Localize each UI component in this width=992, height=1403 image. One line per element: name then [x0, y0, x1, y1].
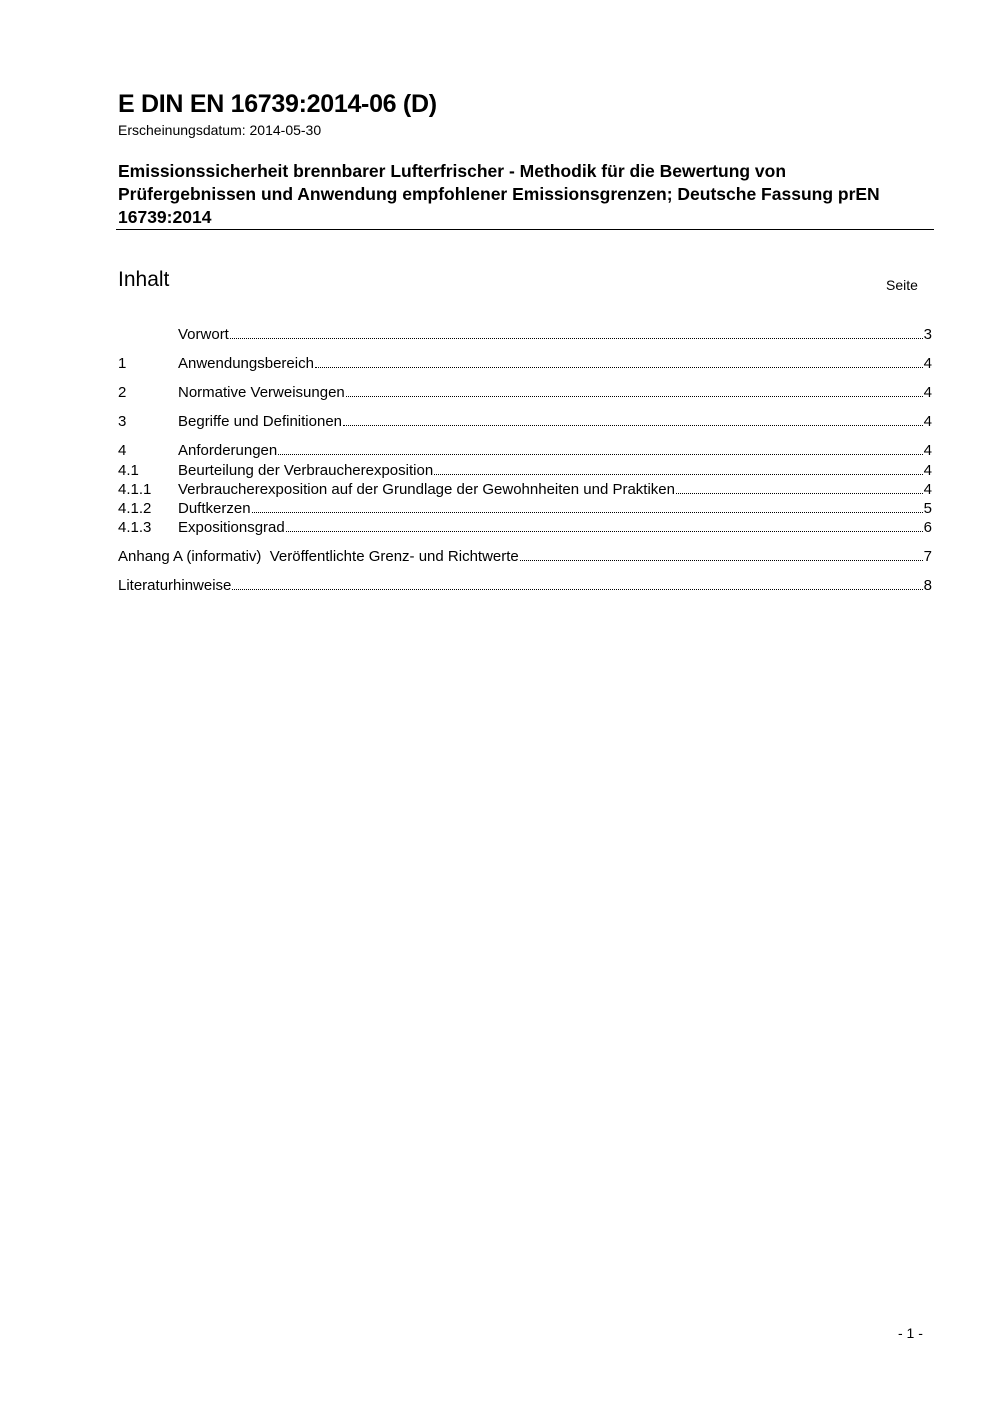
toc-entry-4[interactable]	[118, 441, 932, 459]
toc-entry-number: 4.1	[118, 462, 139, 479]
toc-entry-title: Vorwort	[178, 326, 229, 343]
toc-entry-page: 4	[923, 481, 932, 498]
toc-heading: Inhalt	[118, 268, 170, 291]
toc-entry-vorwort[interactable]	[118, 325, 932, 343]
toc-dot-leader	[520, 547, 923, 561]
toc-entry-number: 2	[118, 384, 127, 401]
toc-entry-title: Duftkerzen	[178, 500, 251, 517]
title-divider	[116, 229, 934, 230]
toc-entry-number: 4.1.1	[118, 481, 152, 498]
toc-dot-leader	[676, 480, 923, 494]
toc-page-column-label: Seite	[886, 277, 918, 293]
toc-entry-title: Literaturhinweise	[118, 577, 232, 594]
toc-dot-leader	[346, 383, 923, 397]
toc-entry-title: Beurteilung der Verbraucherexposition	[178, 462, 434, 479]
toc-entry-title: Anforderungen	[178, 442, 278, 459]
toc-entry-2[interactable]	[118, 383, 932, 401]
toc-dot-leader	[278, 441, 922, 455]
toc-entry-title: Begriffe und Definitionen	[178, 413, 343, 430]
toc-entry-title: Normative Verweisungen	[178, 384, 345, 401]
toc-dot-leader	[232, 576, 922, 590]
toc-dot-leader	[286, 518, 923, 532]
toc-entry-1[interactable]	[118, 354, 932, 372]
toc-dot-leader	[434, 461, 922, 475]
toc-entry-page: 5	[923, 500, 932, 517]
toc-entry-page: 6	[923, 519, 932, 536]
page-number: - 1 -	[898, 1325, 923, 1341]
toc-entry-3[interactable]	[118, 412, 932, 430]
toc-entry-page: 4	[923, 413, 932, 430]
toc-entry-page: 4	[923, 355, 932, 372]
toc-entry-title: Anhang A (informativ) Veröffentlichte Grenz- und Richtwerte	[118, 548, 519, 565]
toc-entry-anhang-a[interactable]	[118, 547, 932, 565]
toc-entry-page: 7	[923, 548, 932, 565]
toc-entry-title: Anwendungsbereich	[178, 355, 314, 372]
document-title: Emissionssicherheit brennbarer Lufterfrischer - Methodik für die Bewertung von Prüfergebnissen und Anwendung empfohlener Emissionsgrenzen; Deutsche Fassung prEN 16739:2014	[118, 161, 880, 227]
toc-entry-number: 4.1.3	[118, 519, 152, 536]
toc-entry-number: 4	[118, 442, 127, 459]
toc-entry-page: 4	[923, 462, 932, 479]
document-id: E DIN EN 16739:2014-06 (D)	[118, 90, 437, 118]
toc-entry-title: Verbraucherexposition auf der Grundlage der Gewohnheiten und Praktiken	[178, 481, 675, 498]
toc-dot-leader	[315, 354, 923, 368]
toc-dot-leader	[343, 412, 923, 426]
toc-entry-4-1-3[interactable]	[118, 518, 932, 536]
toc-entry-page: 4	[923, 384, 932, 401]
toc-entry-number: 4.1.2	[118, 500, 152, 517]
toc-entry-literaturhinweise[interactable]	[118, 576, 932, 594]
toc-entry-4-1-1[interactable]	[118, 480, 932, 498]
toc-entry-page: 8	[923, 577, 932, 594]
toc-entry-number: 3	[118, 413, 127, 430]
publication-date: Erscheinungsdatum: 2014-05-30	[118, 122, 322, 138]
toc-entry-number: 1	[118, 355, 127, 372]
toc-entry-title: Expositionsgrad	[178, 519, 285, 536]
toc-entry-page: 3	[923, 326, 932, 343]
toc-dot-leader	[252, 499, 923, 513]
toc-dot-leader	[230, 325, 923, 339]
toc-entry-4-1-2[interactable]	[118, 499, 932, 517]
toc-entry-page: 4	[923, 442, 932, 459]
toc-entry-4-1[interactable]	[118, 461, 932, 479]
